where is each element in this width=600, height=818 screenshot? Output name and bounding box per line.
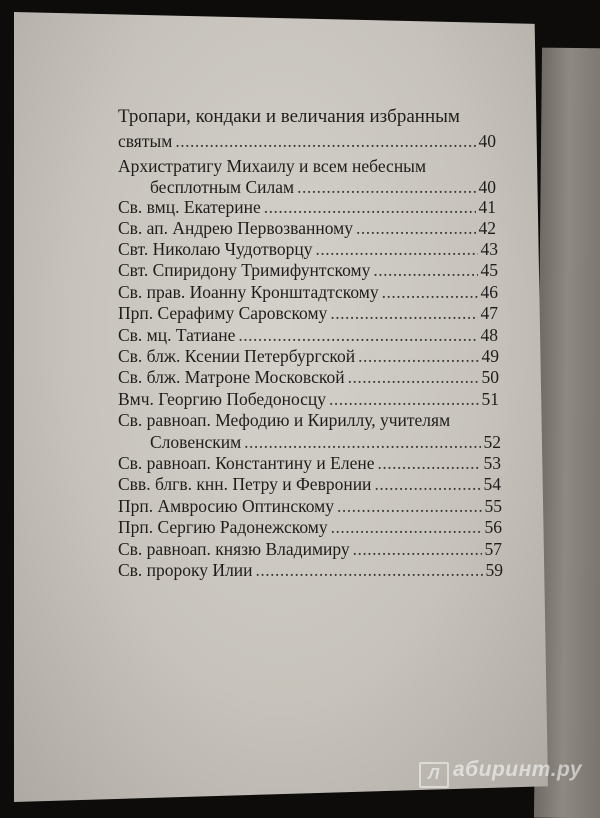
toc-heading-line1: Тропари, кондаки и величания избранным <box>118 106 460 127</box>
toc-entry-title: бесплотным Силам <box>150 177 295 197</box>
toc-entry-title: Св. равноап. Константину и Елене <box>118 453 375 473</box>
toc-page-number: 51 <box>481 389 499 409</box>
leader-dots <box>348 366 479 388</box>
toc-entry-title: Словенским <box>150 432 242 452</box>
toc-entry-title: Св. ап. Андрею Первозванному <box>118 218 353 238</box>
toc-page-number: 48 <box>480 325 498 345</box>
toc-page-number: 40 <box>478 177 496 197</box>
toc-page-number: 53 <box>483 453 501 473</box>
labirint-watermark <box>419 758 582 788</box>
toc-entry-title: Свт. Спиридону Тримифунтскому <box>118 260 371 280</box>
labirint-logo-icon: Л <box>419 762 449 788</box>
leader-dots <box>373 259 477 281</box>
toc-entry-title: Св. пророку Илии <box>118 560 253 580</box>
leader-dots <box>264 196 476 218</box>
toc-entry <box>150 431 501 453</box>
toc-entry-title: Св. равноап. князю Владимиру <box>118 539 350 559</box>
toc-entry-title: Прп. Сергию Радонежскому <box>118 517 328 537</box>
leader-dots <box>337 495 482 517</box>
toc-entry <box>118 495 502 517</box>
toc-entry <box>150 176 496 198</box>
leader-dots <box>297 176 475 198</box>
leader-dots <box>256 559 483 581</box>
toc-page-number: 45 <box>480 260 498 280</box>
toc-entry-title: Прп. Серафиму Саровскому <box>118 303 328 323</box>
toc-entry <box>118 538 502 560</box>
toc-page-number: 42 <box>478 218 496 238</box>
toc-entry-title: святым <box>118 131 173 151</box>
toc-page-number: 56 <box>484 517 502 537</box>
leader-dots <box>244 431 480 453</box>
toc-page-number: 57 <box>484 539 502 559</box>
toc-entry <box>118 302 498 324</box>
leader-dots <box>238 324 477 346</box>
toc-entry <box>118 559 503 581</box>
toc-page-number: 52 <box>483 432 501 452</box>
toc-entry <box>118 324 498 346</box>
toc-page-number: 54 <box>483 474 501 494</box>
leader-dots <box>329 388 478 410</box>
leader-dots <box>330 302 477 324</box>
toc-entry <box>118 238 498 260</box>
toc-page-number: 49 <box>481 346 499 366</box>
toc-entry <box>118 473 501 495</box>
toc-entry <box>118 345 499 367</box>
toc-entry-title: Свв. блгв. кнн. Петру и Февронии <box>118 474 372 494</box>
toc-entry <box>118 217 496 239</box>
toc-page-number: 41 <box>478 197 496 217</box>
toc-entry <box>118 366 499 388</box>
toc-page-number: 46 <box>480 282 498 302</box>
toc-entry-line1: Св. равноап. Мефодию и Кириллу, учителям <box>118 410 451 430</box>
toc-page-number: 55 <box>484 496 502 516</box>
leader-dots <box>331 516 482 538</box>
toc-page-number: 59 <box>485 560 503 580</box>
toc-page-number: 50 <box>481 367 499 387</box>
toc-entry-title: Вмч. Георгию Победоносцу <box>118 389 327 409</box>
toc-entry-title: Свт. Николаю Чудотворцу <box>118 239 313 259</box>
leader-dots <box>377 452 480 474</box>
toc-page-number: 43 <box>480 239 498 259</box>
toc-entry-title: Св. блж. Матроне Московской <box>118 367 345 387</box>
leader-dots <box>316 238 478 260</box>
leader-dots <box>374 473 480 495</box>
leader-dots <box>353 538 482 560</box>
toc-entry-title: Св. блж. Ксении Петербургской <box>118 346 356 366</box>
toc-entry <box>118 452 501 474</box>
toc-entry-title: Св. мц. Татиане <box>118 325 236 345</box>
toc-page-number: 47 <box>480 303 498 323</box>
toc-entry-title: Прп. Амвросию Оптинскому <box>118 496 334 516</box>
leader-dots <box>356 217 476 239</box>
toc-entry <box>118 130 496 152</box>
toc-entry <box>118 516 502 538</box>
leader-dots <box>358 345 478 367</box>
toc-entry-title: Св. прав. Иоанну Кронштадтскому <box>118 282 379 302</box>
leader-dots <box>175 130 475 152</box>
toc-entry-title: Св. вмц. Екатерине <box>118 197 261 217</box>
toc-entry <box>118 196 496 218</box>
toc-entry <box>118 281 498 303</box>
toc-entry-line1: Архистратигу Михаилу и всем небесным <box>118 156 427 176</box>
watermark-text: абиринт.ру <box>452 758 582 781</box>
toc-entry <box>118 259 498 281</box>
leader-dots <box>382 281 478 303</box>
toc-page-number: 40 <box>478 131 496 151</box>
toc-entry <box>118 388 499 410</box>
